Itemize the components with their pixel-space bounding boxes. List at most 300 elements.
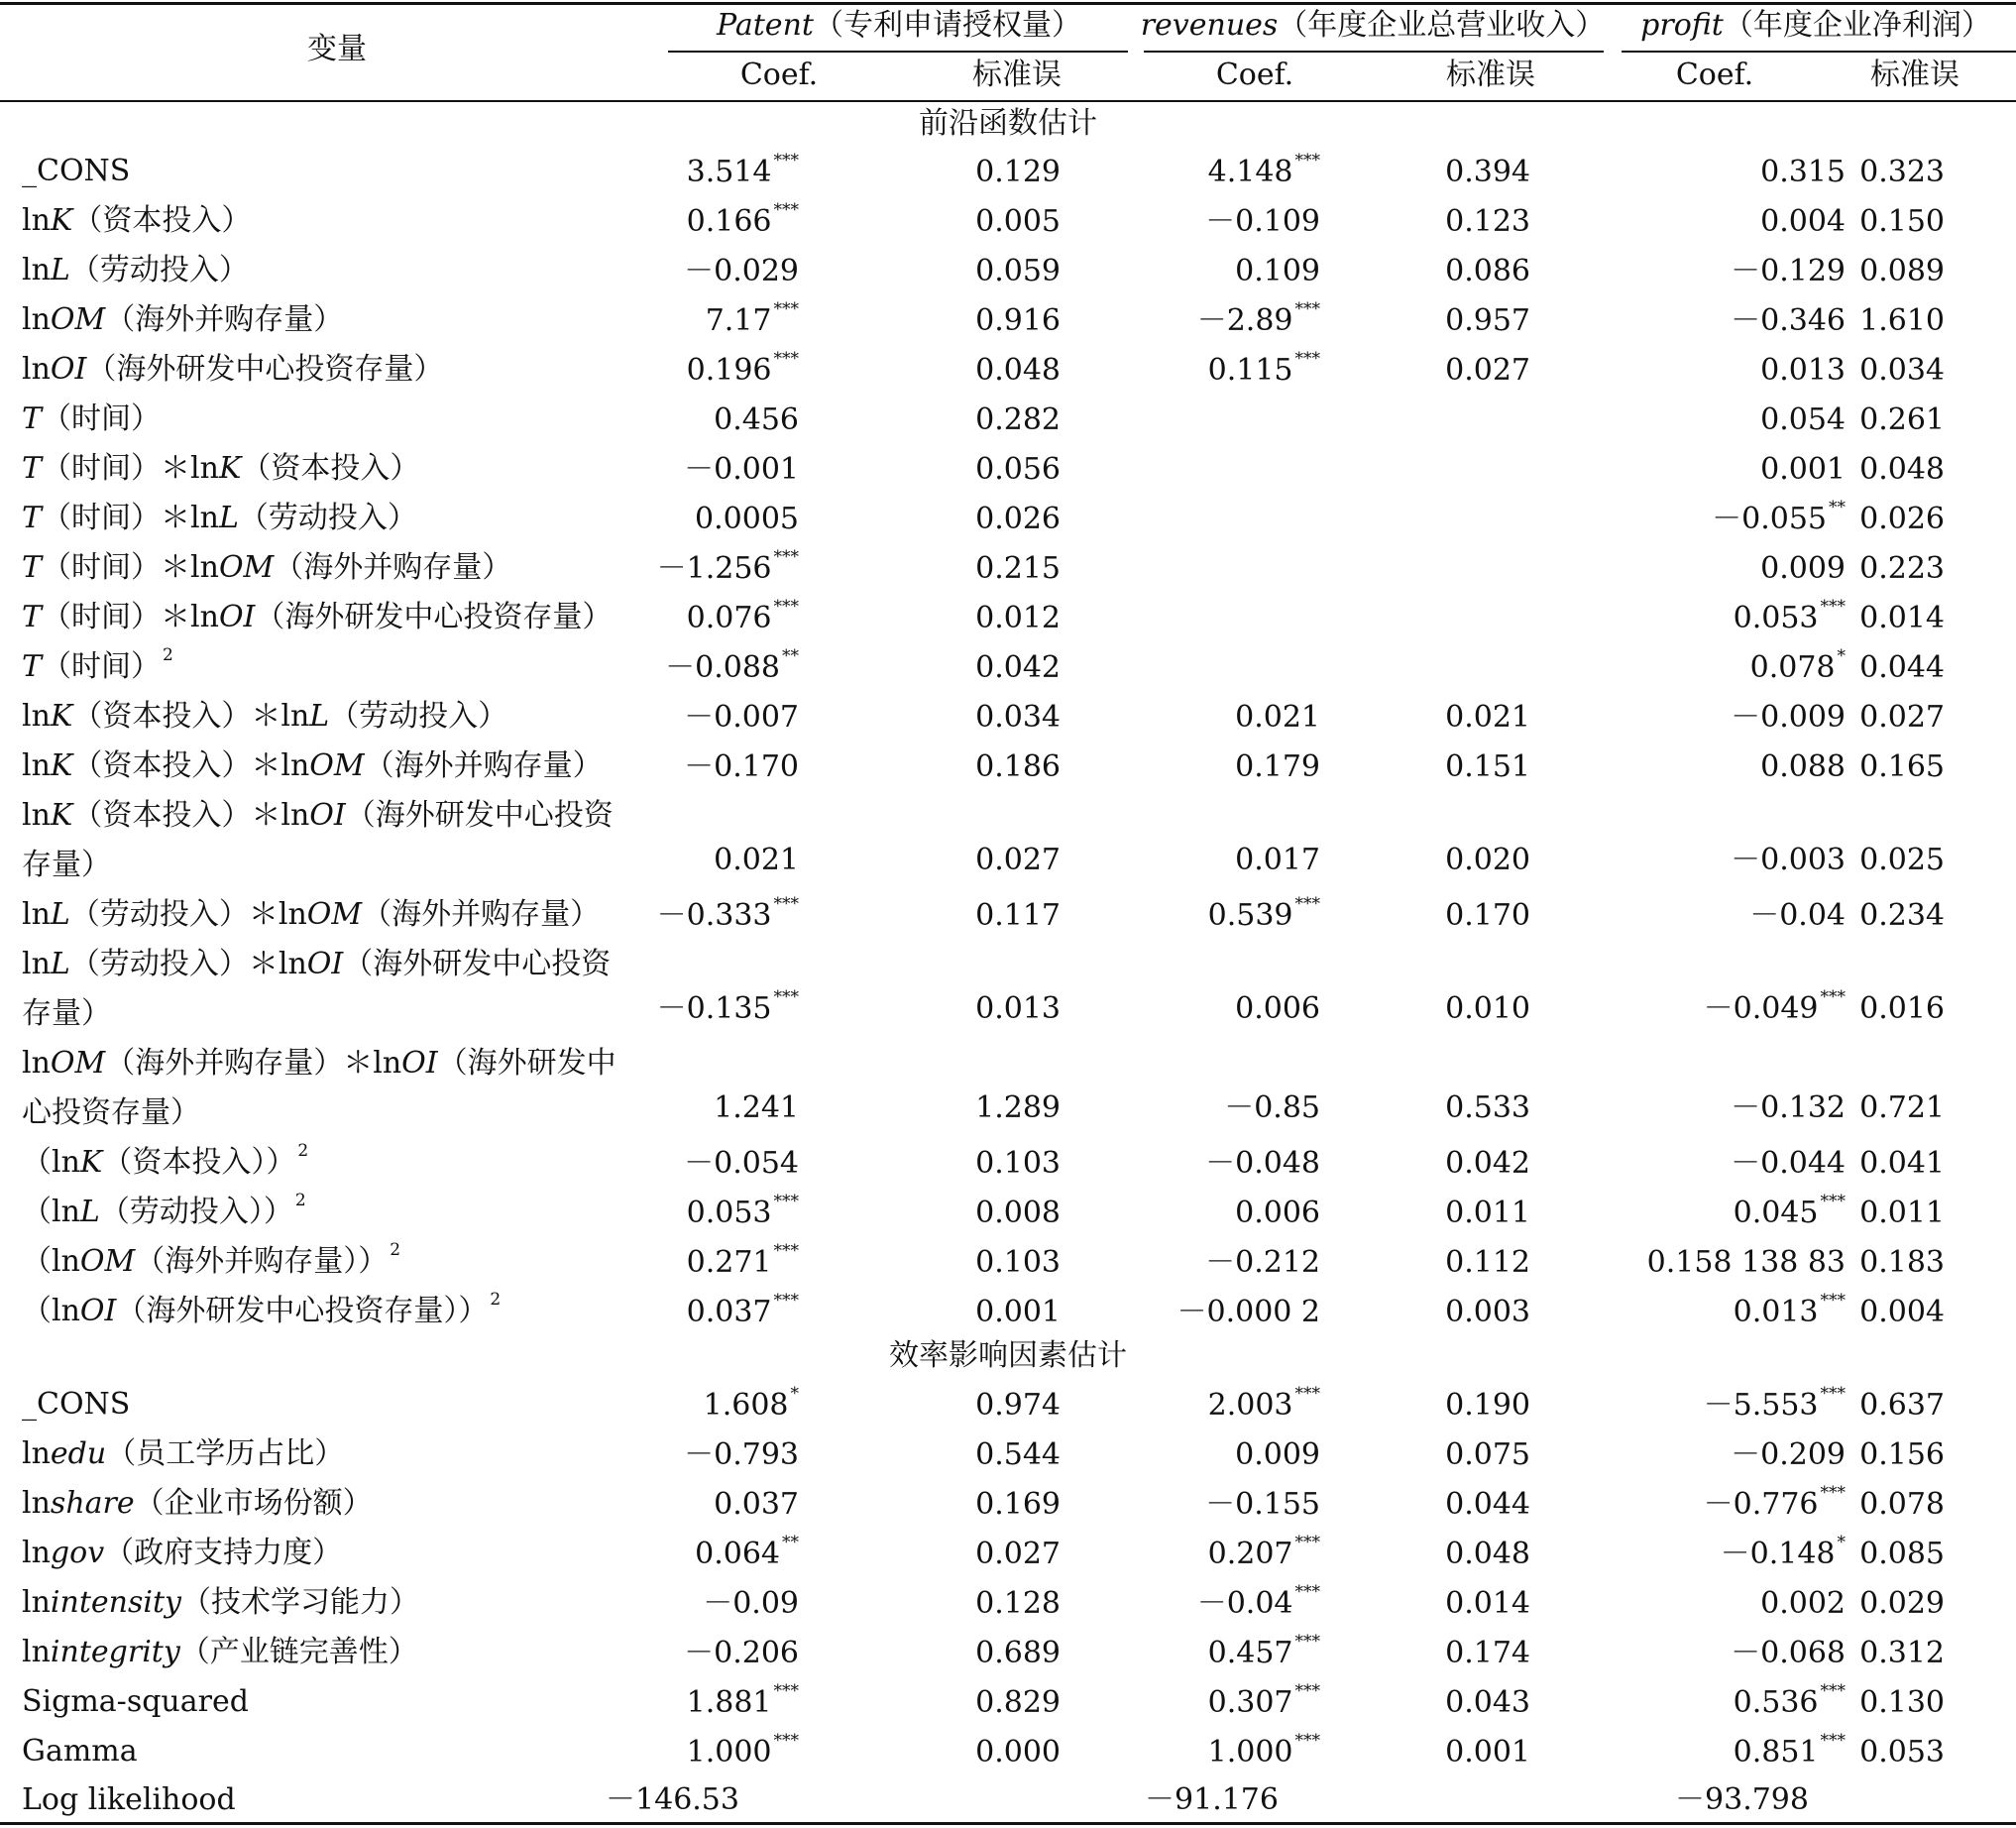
coef-cell xyxy=(714,841,799,880)
coef-value: 0.307 xyxy=(1207,1685,1293,1720)
row-label-line: （lnK（资本投入）） $^2$ xyxy=(22,1141,309,1180)
coef-value: 0.009 xyxy=(1760,551,1846,586)
row-label xyxy=(22,543,656,593)
coef-cell xyxy=(687,1683,799,1723)
coef-cell xyxy=(714,1485,799,1525)
se-cell: 0.215 xyxy=(975,551,1061,586)
se-cell: 0.020 xyxy=(1445,843,1530,877)
row-label xyxy=(22,1628,656,1677)
coef-value: 0.078 xyxy=(1749,650,1836,685)
coef-cell xyxy=(1197,1584,1320,1624)
coef-value: －0.212 xyxy=(1205,1245,1320,1280)
coef-value: －0.132 xyxy=(1731,1090,1846,1125)
se-cell: 0.044 xyxy=(1445,1487,1530,1522)
se-cell: 0.130 xyxy=(1859,1685,1945,1720)
se-cell: 0.048 xyxy=(1859,452,1945,487)
row-label-line: T（时间）＊lnOM（海外并购存量） xyxy=(22,550,512,585)
coef-value: 0.196 xyxy=(686,353,772,388)
significance-stars: *** xyxy=(1820,1192,1846,1211)
coef-cell xyxy=(657,896,799,936)
row-label xyxy=(22,593,656,642)
coef-value: －0.000 2 xyxy=(1176,1295,1320,1329)
se-cell: 1.610 xyxy=(1859,303,1945,338)
coef-cell xyxy=(695,500,799,539)
coef-value: －0.148 xyxy=(1720,1537,1836,1571)
coef-value: －0.85 xyxy=(1224,1090,1320,1125)
se-cell: 0.689 xyxy=(975,1636,1061,1670)
row-label xyxy=(22,444,656,494)
group-desc: （专利申请授权量） xyxy=(813,8,1081,43)
coef-value: 0.021 xyxy=(714,843,799,877)
coef-cell xyxy=(684,1634,799,1673)
row-label-line: _CONS xyxy=(22,1387,131,1422)
coef-value: －0.054 xyxy=(684,1146,799,1181)
se-cell: 0.012 xyxy=(975,601,1061,635)
significance-stars: *** xyxy=(773,1731,799,1751)
coef-value: －0.129 xyxy=(1731,254,1846,288)
coef-value: 1.241 xyxy=(714,1090,799,1125)
se-cell: 0.156 xyxy=(1859,1437,1945,1472)
row-label-line: T（时间） $^2$ xyxy=(22,645,173,684)
se-cell: 0.282 xyxy=(975,402,1061,437)
se-cell: 0.085 xyxy=(1859,1537,1945,1571)
coef-value: －0.346 xyxy=(1731,303,1846,338)
coef-value: －0.055 xyxy=(1712,502,1827,536)
coef-value: －0.333 xyxy=(656,898,772,933)
coef-cell xyxy=(703,1584,799,1624)
row-label xyxy=(22,1188,656,1237)
row-label xyxy=(22,742,656,791)
coef-value: 0.004 xyxy=(1760,204,1846,239)
se-cell: 0.029 xyxy=(1859,1586,1945,1621)
significance-stars: *** xyxy=(1294,151,1320,171)
section-efficiency: 效率影响因素估计 xyxy=(889,1338,1127,1373)
significance-stars: *** xyxy=(773,349,799,369)
se-cell: 0.165 xyxy=(1859,749,1945,784)
row-label-line: （lnOM（海外并购存量）） $^2$ xyxy=(22,1240,401,1279)
significance-stars: *** xyxy=(1294,349,1320,369)
se-cell: 0.170 xyxy=(1445,898,1530,933)
coef-value: －0.003 xyxy=(1731,843,1846,877)
row-label xyxy=(22,1039,656,1138)
se-cell: 0.021 xyxy=(1445,700,1530,735)
coef-cell xyxy=(1205,1485,1320,1525)
coef-cell xyxy=(1208,1535,1320,1574)
significance-stars: *** xyxy=(1294,1632,1320,1652)
se-cell: 0.034 xyxy=(1859,353,1945,388)
coef-value: －0.088 xyxy=(665,650,780,685)
coef-cell xyxy=(684,1144,799,1184)
se-cell: 0.042 xyxy=(1445,1146,1530,1181)
coef-value: 2.003 xyxy=(1207,1388,1293,1423)
row-label-line: lnK（资本投入）＊lnL（劳动投入） xyxy=(22,699,508,734)
se-cell: 1.289 xyxy=(975,1090,1061,1125)
coef-cell xyxy=(714,400,799,440)
se-cell: 0.011 xyxy=(1859,1196,1945,1230)
coef-cell xyxy=(1176,1293,1320,1332)
coef-cell xyxy=(1208,1386,1320,1426)
coef-value: 0.013 xyxy=(1760,353,1846,388)
group-underline-revenues xyxy=(1144,51,1604,53)
row-label xyxy=(22,1677,656,1727)
row-label xyxy=(22,1727,656,1776)
coef-cell xyxy=(1197,301,1320,341)
coef-value: 0.115 xyxy=(1207,353,1293,388)
section-frontier: 前沿函数估计 xyxy=(919,106,1097,141)
se-cell: 0.027 xyxy=(975,843,1061,877)
se-cell: 0.059 xyxy=(975,254,1061,288)
coef-cell xyxy=(1235,252,1320,291)
row-label-line: T（时间）＊lnK（资本投入） xyxy=(22,451,420,486)
coef-cell xyxy=(1208,896,1320,936)
coef-value: 0.006 xyxy=(1235,991,1320,1026)
coef-cell xyxy=(687,1194,799,1233)
group-underline-profit xyxy=(1622,51,2016,53)
row-label xyxy=(22,246,656,295)
row-label-line: lnL（劳动投入）＊lnOM（海外并购存量） xyxy=(22,897,601,932)
row-label-line: T（时间）＊lnL（劳动投入） xyxy=(22,501,417,535)
se-cell: 0.533 xyxy=(1445,1090,1530,1125)
significance-stars: *** xyxy=(1294,1582,1320,1602)
coef-value: 0.064 xyxy=(695,1537,780,1571)
coef-cell xyxy=(695,1535,799,1574)
significance-stars: *** xyxy=(773,987,799,1007)
coef-value: 0.076 xyxy=(686,601,772,635)
se-cell: 0.011 xyxy=(1445,1196,1530,1230)
coef-value: 0.013 xyxy=(1733,1295,1819,1329)
row-label xyxy=(22,890,656,940)
se-cell: 0.041 xyxy=(1859,1146,1945,1181)
group-name: revenues xyxy=(1140,8,1279,43)
coef-value: 0.179 xyxy=(1235,749,1320,784)
significance-stars: * xyxy=(790,1384,799,1404)
se-cell: 0.014 xyxy=(1445,1586,1530,1621)
coef-value: －0.048 xyxy=(1205,1146,1320,1181)
se-cell: 0.008 xyxy=(975,1196,1061,1230)
se-cell: 0.003 xyxy=(1445,1295,1530,1329)
significance-stars: *** xyxy=(1820,597,1846,617)
significance-stars: *** xyxy=(1294,1731,1320,1751)
se-cell: 0.829 xyxy=(975,1685,1061,1720)
group-desc: （年度企业总营业收入） xyxy=(1278,8,1606,43)
coef-cell xyxy=(684,1435,799,1475)
group-desc: （年度企业净利润） xyxy=(1723,8,1991,43)
row-label-line: lnintegrity（产业链完善性） xyxy=(22,1635,418,1669)
coef-value: －0.170 xyxy=(684,749,799,784)
coef-cell xyxy=(1208,1683,1320,1723)
coef-value: 0.0005 xyxy=(695,502,799,536)
significance-stars: *** xyxy=(773,151,799,171)
coef-value: 1.608 xyxy=(703,1388,789,1423)
row-label-line: 存量） xyxy=(22,996,111,1031)
row-label-line: Gamma xyxy=(22,1734,138,1769)
header-coef-2: Coef. xyxy=(1215,57,1294,92)
row-label xyxy=(22,395,656,444)
header-group-patent xyxy=(668,6,1130,46)
coef-value: 3.514 xyxy=(686,155,772,189)
significance-stars: *** xyxy=(1294,1384,1320,1404)
coef-cell xyxy=(1208,351,1320,391)
coef-value: 0.539 xyxy=(1207,898,1293,933)
coef-value: －5.553 xyxy=(1703,1388,1819,1423)
coef-cell xyxy=(1224,1088,1320,1128)
coef-cell xyxy=(714,1088,799,1128)
significance-stars: *** xyxy=(1294,299,1320,319)
se-cell: 0.916 xyxy=(975,303,1061,338)
row-label-line: _CONS xyxy=(22,154,131,188)
significance-stars: *** xyxy=(1820,1483,1846,1503)
se-cell: 0.117 xyxy=(975,898,1061,933)
se-cell: 0.086 xyxy=(1445,254,1530,288)
coef-value: －0.155 xyxy=(1205,1487,1320,1522)
se-cell: 0.043 xyxy=(1445,1685,1530,1720)
coef-value: 0.456 xyxy=(714,402,799,437)
se-cell: 0.053 xyxy=(1859,1735,1945,1770)
coef-value: －0.068 xyxy=(1731,1636,1846,1670)
row-label xyxy=(22,791,656,890)
se-cell: 0.010 xyxy=(1445,991,1530,1026)
row-label xyxy=(22,1578,656,1628)
row-label xyxy=(22,196,656,246)
coef-value: －0.793 xyxy=(684,1437,799,1472)
row-label xyxy=(22,295,656,345)
significance-stars: *** xyxy=(773,1681,799,1701)
coef-value: 0.088 xyxy=(1760,749,1846,784)
significance-stars: *** xyxy=(773,1291,799,1311)
coef-cell xyxy=(1208,1634,1320,1673)
top-rule xyxy=(0,2,2016,5)
significance-stars: *** xyxy=(1294,1533,1320,1552)
header-se-2: 标准误 xyxy=(1446,57,1535,92)
coef-cell xyxy=(706,301,799,341)
row-label xyxy=(22,1237,656,1287)
se-cell: 0.048 xyxy=(975,353,1061,388)
se-cell: 0.190 xyxy=(1445,1388,1530,1423)
significance-stars: *** xyxy=(1820,1731,1846,1751)
row-label-line: （lnL（劳动投入）） $^2$ xyxy=(22,1191,306,1229)
se-cell: 0.004 xyxy=(1859,1295,1945,1329)
se-cell: 0.974 xyxy=(975,1388,1061,1423)
coef-value: 1.000 xyxy=(686,1735,772,1770)
se-cell: 0.089 xyxy=(1859,254,1945,288)
coef-value: －0.135 xyxy=(656,991,772,1026)
row-label-line: lnshare（企业市场份额） xyxy=(22,1486,373,1521)
row-label xyxy=(22,494,656,543)
se-cell: 0.078 xyxy=(1859,1487,1945,1522)
coef-value: －0.209 xyxy=(1731,1437,1846,1472)
se-cell: 0.174 xyxy=(1445,1636,1530,1670)
se-cell: 0.261 xyxy=(1859,402,1945,437)
se-cell: 0.150 xyxy=(1859,204,1945,239)
row-label-line: T（时间） xyxy=(22,401,162,436)
header-group-revenues xyxy=(1140,6,1606,46)
significance-stars: ** xyxy=(782,1533,799,1552)
coef-value: 1.881 xyxy=(686,1685,772,1720)
row-label-line: lnintensity（技术学习能力） xyxy=(22,1585,419,1620)
coef-cell xyxy=(1235,747,1320,787)
loglik-value-3: －93.798 xyxy=(1675,1782,1809,1817)
coef-cell xyxy=(1235,1194,1320,1233)
se-cell: 0.151 xyxy=(1445,749,1530,784)
row-label-line: lnOM（海外并购存量） xyxy=(22,302,344,337)
se-cell: 0.027 xyxy=(975,1537,1061,1571)
se-cell: 0.183 xyxy=(1859,1245,1945,1280)
significance-stars: * xyxy=(1837,646,1846,666)
coef-cell xyxy=(684,747,799,787)
coef-value: 0.021 xyxy=(1235,700,1320,735)
significance-stars: *** xyxy=(773,299,799,319)
coef-value: 0.002 xyxy=(1760,1586,1846,1621)
coef-cell xyxy=(704,1386,799,1426)
se-cell: 0.103 xyxy=(975,1146,1061,1181)
significance-stars: *** xyxy=(773,200,799,220)
loglik-value-2: －91.176 xyxy=(1145,1782,1279,1817)
se-cell: 0.544 xyxy=(975,1437,1061,1472)
row-label-line: lngov（政府支持力度） xyxy=(22,1536,343,1570)
header-se-3: 标准误 xyxy=(1870,57,1960,92)
significance-stars: *** xyxy=(1294,894,1320,914)
coef-cell xyxy=(1208,153,1320,192)
coef-value: －2.89 xyxy=(1196,303,1293,338)
coef-value: 0.271 xyxy=(686,1245,772,1280)
coef-value: －0.04 xyxy=(1196,1586,1293,1621)
coef-value: 0.053 xyxy=(686,1196,772,1230)
coef-cell xyxy=(687,351,799,391)
coef-cell xyxy=(687,153,799,192)
coef-cell xyxy=(687,599,799,638)
significance-stars: * xyxy=(1837,1533,1846,1552)
coef-cell xyxy=(1205,1144,1320,1184)
coef-value: 0.006 xyxy=(1235,1196,1320,1230)
significance-stars: *** xyxy=(1820,1681,1846,1701)
coef-value: －0.009 xyxy=(1731,700,1846,735)
row-label xyxy=(22,1429,656,1479)
row-label-line: lnL（劳动投入）＊lnOI（海外研发中心投资 xyxy=(22,947,612,981)
header-group-profit xyxy=(1616,6,2016,46)
coef-value: －0.04 xyxy=(1749,898,1846,933)
header-coef-1: Coef. xyxy=(739,57,819,92)
se-cell: 0.027 xyxy=(1859,700,1945,735)
row-label-line: 存量） xyxy=(22,848,111,882)
se-cell: 0.312 xyxy=(1859,1636,1945,1670)
se-cell: 0.044 xyxy=(1859,650,1945,685)
se-cell: 0.169 xyxy=(975,1487,1061,1522)
row-label-line: lnOI（海外研发中心投资存量） xyxy=(22,352,444,387)
se-cell: 0.129 xyxy=(975,155,1061,189)
se-cell: 0.123 xyxy=(1445,204,1530,239)
coef-cell xyxy=(687,1243,799,1283)
row-label-line: （lnOI（海外研发中心投资存量）） $^2$ xyxy=(22,1290,502,1328)
significance-stars: *** xyxy=(1294,1681,1320,1701)
coef-cell xyxy=(687,1293,799,1332)
group-name: Patent xyxy=(717,8,814,43)
coef-value: 0.158 138 83 xyxy=(1646,1245,1846,1280)
row-label-line: T（时间）＊lnOI（海外研发中心投资存量） xyxy=(22,600,613,634)
row-label-line: lnK（资本投入）＊lnOI（海外研发中心投资 xyxy=(22,798,614,833)
coef-value: 0.001 xyxy=(1760,452,1846,487)
significance-stars: *** xyxy=(773,894,799,914)
coef-value: 0.109 xyxy=(1235,254,1320,288)
coef-value: 0.207 xyxy=(1207,1537,1293,1571)
header-rule xyxy=(0,100,2016,102)
coef-value: －0.001 xyxy=(684,452,799,487)
header-variable: 变量 xyxy=(307,32,367,66)
coef-value: 0.037 xyxy=(686,1295,772,1329)
se-cell: 0.075 xyxy=(1445,1437,1530,1472)
se-cell: 0.637 xyxy=(1859,1388,1945,1423)
coef-value: 0.037 xyxy=(714,1487,799,1522)
coef-cell xyxy=(657,989,799,1029)
coef-cell xyxy=(665,648,799,688)
se-cell: 0.013 xyxy=(975,991,1061,1026)
coef-value: －0.09 xyxy=(703,1586,799,1621)
coef-value: 7.17 xyxy=(705,303,772,338)
bottom-rule xyxy=(0,1822,2016,1825)
coef-value: 0.017 xyxy=(1235,843,1320,877)
coef-cell xyxy=(684,252,799,291)
se-cell: 0.034 xyxy=(975,700,1061,735)
se-cell: 0.001 xyxy=(975,1295,1061,1329)
coef-cell xyxy=(1208,1733,1320,1772)
coef-cell xyxy=(687,1733,799,1772)
se-cell: 0.014 xyxy=(1859,601,1945,635)
coef-value: 0.457 xyxy=(1207,1636,1293,1670)
coef-value: 4.148 xyxy=(1207,155,1293,189)
header-se-1: 标准误 xyxy=(972,57,1062,92)
se-cell: 0.025 xyxy=(1859,843,1945,877)
se-cell: 0.001 xyxy=(1445,1735,1530,1770)
coef-value: 0.315 xyxy=(1760,155,1846,189)
coef-cell xyxy=(684,450,799,490)
row-label xyxy=(22,147,656,196)
se-cell: 0.000 xyxy=(975,1735,1061,1770)
se-cell: 0.186 xyxy=(975,749,1061,784)
coef-cell xyxy=(1235,841,1320,880)
coef-value: 0.536 xyxy=(1733,1685,1819,1720)
row-label-line: lnOM（海外并购存量）＊lnOI（海外研发中 xyxy=(22,1046,616,1081)
se-cell: 0.323 xyxy=(1859,155,1945,189)
coef-cell xyxy=(687,202,799,242)
coef-value: 0.851 xyxy=(1733,1735,1819,1770)
coef-value: 0.009 xyxy=(1235,1437,1320,1472)
coef-value: －0.029 xyxy=(684,254,799,288)
row-label-line: lnK（资本投入） xyxy=(22,203,252,238)
significance-stars: ** xyxy=(782,646,799,666)
coef-cell xyxy=(657,549,799,589)
significance-stars: *** xyxy=(773,1241,799,1261)
coef-value: －0.206 xyxy=(684,1636,799,1670)
loglik-label: Log likelihood xyxy=(22,1782,236,1817)
coef-value: －0.049 xyxy=(1703,991,1819,1026)
se-cell: 0.234 xyxy=(1859,898,1945,933)
significance-stars: *** xyxy=(1820,987,1846,1007)
row-label xyxy=(22,1287,656,1336)
row-label xyxy=(22,1479,656,1529)
coef-cell xyxy=(684,698,799,738)
se-cell: 0.016 xyxy=(1859,991,1945,1026)
se-cell: 0.048 xyxy=(1445,1537,1530,1571)
significance-stars: *** xyxy=(773,1192,799,1211)
se-cell: 0.394 xyxy=(1445,155,1530,189)
se-cell: 0.957 xyxy=(1445,303,1530,338)
row-label xyxy=(22,345,656,395)
group-underline-patent xyxy=(668,51,1128,53)
se-cell: 0.027 xyxy=(1445,353,1530,388)
row-label-line: 心投资存量） xyxy=(22,1095,200,1130)
se-cell: 0.112 xyxy=(1445,1245,1530,1280)
row-label xyxy=(22,692,656,742)
row-label-line: lnK（资本投入）＊lnOM（海外并购存量） xyxy=(22,748,603,783)
